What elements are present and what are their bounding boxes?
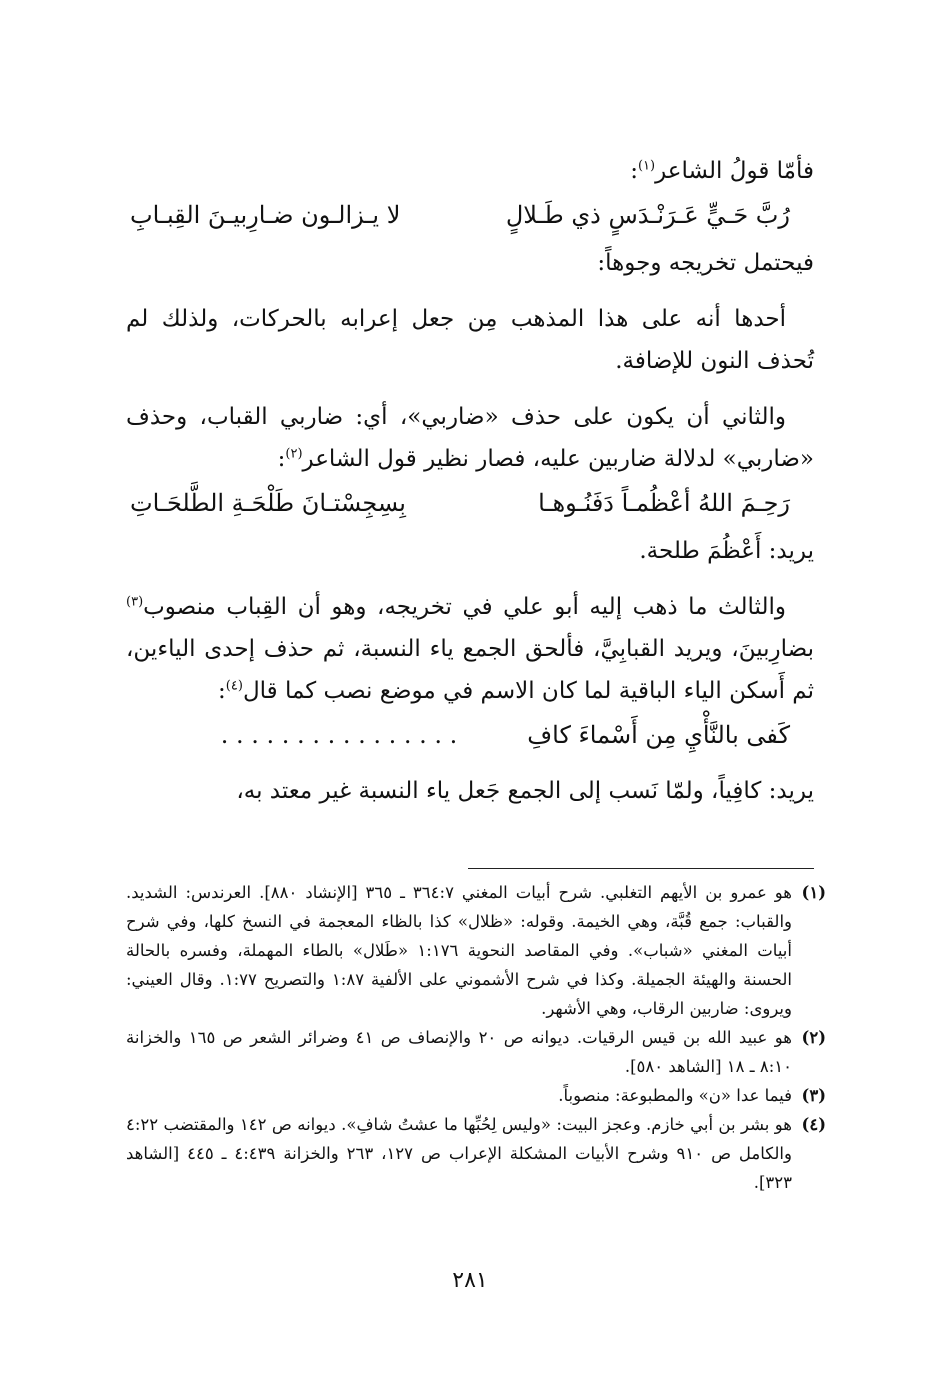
verse-3-first-hemistich: كَفى بالنَّأْيِ مِن أَسْماءَ كافِ (527, 721, 790, 749)
footnote-number: (٢) (801, 1028, 826, 1047)
footnote-3 (126, 1081, 826, 1110)
page-number: ٢٨١ (452, 1268, 488, 1293)
paragraph-4: والثاني أن يكون على حذف «ضاربي»، أي: ضاربي القباب، وحذف «ضاربي» لدلالة ضاربين عليه، فصار نظير قول الشاعر$^{(٢)}$: (126, 404, 814, 472)
footnote-text: هو عبيد الله بن قيس الرقيات. ديوانه ص ٢٠ والإنصاف ص ٤١ وضرائر الشعر ص ١٦٥ والخزانة ٨:١٠ ـ ١٨ [الشاهد ٥٨٠]. (126, 1028, 792, 1076)
footnote-1 (126, 878, 826, 1023)
paragraph-7: يريد: كافِياً، ولمّا نَسب إلى الجمع جَعل ياء النسبة غير معتد به، (236, 778, 814, 804)
verse-2-first-hemistich: رَحِـمَ اللهُ أعْظُمـاً دَفَنُـوهـا (538, 489, 790, 517)
main-text (126, 150, 814, 812)
footnote-ref-1[interactable]: (١) (637, 158, 656, 174)
footnotes (126, 878, 826, 1197)
footnote-text: فيما عدا «ن» والمطبوعة: منصوباً. (558, 1086, 792, 1105)
verse-3 (126, 714, 814, 756)
footnote-number: (١) (801, 883, 826, 902)
footnote-2 (126, 1023, 826, 1081)
footnote-text: هو عمرو بن الأيهم التغلبي. شرح أبيات المغني ٣٦٤:٧ ـ ٣٦٥ [الإنشاد ٨٨٠]. العرندس: الشديد. والقباب: جمع قُبَّة، وهي الخيمة. وقوله: «ظلال» كذا بالظاء المعجمة في النسخ كلها، وفي شرح أبيات المغني «شباب». وفي المقاصد النحوية ١:١٧٦ «طَلال» بالطاء المهملة، وفسره بالحالة الحسنة والهيئة الجميلة. وكذا في شرح الأشموني على الألفية ١:٨٧ والتصريح ١:٧٧. وقال العيني: ويروى: ضاربين الرقاب، وهي الأشهر. (126, 883, 793, 1018)
paragraph-3: أحدها أنه على هذا المذهب مِن جعل إعرابه بالحركات، ولذلك لم تُحذف النون للإضافة. (126, 306, 814, 374)
verse-2 (126, 482, 814, 524)
paragraph-2: فيحتمل تخريجه وجوهاً: (597, 250, 814, 276)
footnote-ref-4[interactable]: (٤) (225, 678, 243, 694)
footnote-separator (468, 868, 814, 869)
footnote-text: هو بشر بن أبي خازم. وعجز البيت: «وليس لِحُبِّها ما عشتُ شافِ». ديوانه ص ١٤٢ والمقتضب ٤:٢٢ والكامل ص ٩١٠ وشرح الأبيات المشكلة الإعراب ص ١٢٧، ٢٦٣ والخزانة ٤:٤٣٩ ـ ٤٤٥ [الشاهد ٣٢٣]. (126, 1115, 793, 1192)
verse-2-second-hemistich: بِسِجِسْتـانَ طَلْحَـةِ الطَّلحَـاتِ (130, 489, 406, 517)
verse-1-second-hemistich: لا يـزالـون ضـارِبيـنَ القِبـابِ (130, 201, 401, 229)
footnote-number: (٣) (801, 1086, 826, 1105)
footnote-ref-3[interactable]: (٣) (126, 594, 144, 610)
verse-3-omitted-hemistich: . . . . . . . . . . . . . . . . (220, 721, 458, 749)
footnote-number: (٤) (801, 1115, 826, 1134)
verse-1-first-hemistich: رُبَّ حَـيٍّ عَـرَنْـدَسٍ ذي طَـلالٍ (505, 201, 790, 229)
verse-1 (126, 194, 814, 236)
paragraph-6: والثالث ما ذهب إليه أبو علي في تخريجه، وهو أن القِباب منصوب$^{(٣)}$ بضارِبينَ، ويريد القبابِيَّ، فألحق الجمع ياء النسبة، ثم حذف إحدى الياءين، ثم أَسكن الياء الباقية لما كان الاسم في موضع نصب كما قال$^{(٤)}$: (126, 594, 815, 704)
footnote-4 (126, 1110, 826, 1197)
footnote-ref-2[interactable]: (٢) (285, 446, 303, 462)
paragraph-5: يريد: أَعْظُمَ طلحة. (639, 538, 814, 564)
intro-line: فأمّا قولُ الشاعر$^{(١)}$: (630, 158, 814, 184)
